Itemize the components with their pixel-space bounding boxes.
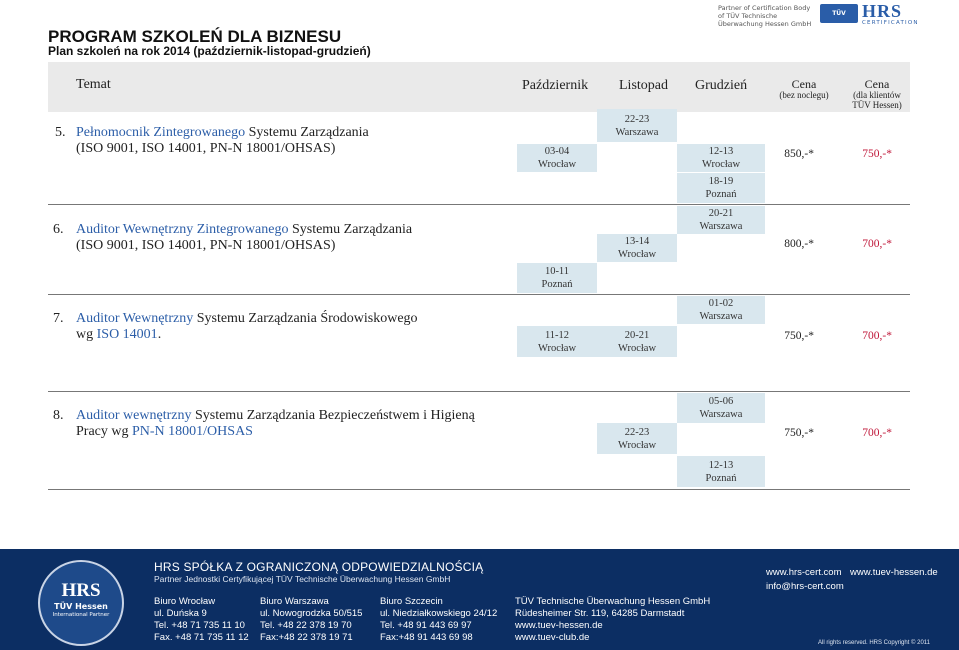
session-box	[677, 296, 765, 324]
office-line: Tel. +48 91 443 69 97	[380, 620, 472, 631]
office-line: Rüdesheimer Str. 119, 64285 Darmstadt	[515, 608, 685, 619]
session-date: 01-02	[708, 298, 734, 309]
header-price-tuv	[848, 79, 906, 110]
seal-main: HRS	[61, 580, 101, 601]
office-line: Tel. +48 22 378 19 70	[260, 620, 352, 631]
office-line: Biuro Warszawa	[260, 596, 329, 607]
office-line: ul. Duńska 9	[154, 608, 207, 619]
course-price: 750,-*	[784, 427, 814, 439]
hrs-logo-mark: HRS	[862, 1, 903, 21]
session-date: 20-21	[624, 329, 650, 341]
course-number: 5.	[55, 125, 66, 140]
header-price-tuv-note: (dla klientów TÜV Hessen)	[852, 90, 902, 110]
session-date: 11-12	[544, 329, 570, 341]
session-date: 13-14	[624, 236, 650, 247]
course-title-rest: Systemu Zarządzania Środowiskowego	[193, 311, 418, 326]
course-standards-prefix: wg	[76, 327, 97, 342]
copyright: All rights reserved. HRS Copyright © 2011	[818, 640, 931, 646]
session-city: Wrocław	[617, 342, 657, 354]
session-city: Wrocław	[537, 159, 577, 170]
office-line: Biuro Szczecin	[380, 596, 443, 607]
session-date: 20-21	[708, 208, 734, 219]
session-box	[677, 173, 765, 203]
session-date: 10-11	[544, 266, 570, 277]
course-standards-highlight: ISO 14001	[96, 327, 158, 342]
course-number: 6.	[53, 222, 64, 237]
session-city: Warszawa	[699, 221, 743, 232]
row-divider	[48, 489, 910, 490]
course-standards-highlight: PN-N 18001/OHSAS	[132, 424, 253, 439]
course-standards: (ISO 9001, ISO 14001, PN-N 18001/OHSAS)	[76, 238, 336, 253]
course-price: 850,-*	[784, 148, 814, 160]
course-title	[76, 125, 369, 157]
office-line: Fax:+48 22 378 19 71	[260, 632, 353, 643]
header-november: Listopad	[619, 78, 668, 93]
course-price-tuv: 750,-*	[862, 148, 892, 160]
office-line: ul. Niedziałkowskiego 24/12	[380, 608, 498, 619]
course-price-tuv: 700,-*	[862, 330, 892, 342]
course-number: 7.	[53, 311, 64, 326]
course-title	[76, 311, 418, 343]
course-standards: (ISO 9001, ISO 14001, PN-N 18001/OHSAS)	[76, 141, 336, 156]
row-divider	[48, 294, 910, 295]
course-title-highlight: Auditor Wewnętrzny Zintegrowanego	[76, 222, 289, 237]
session-city: Wrocław	[617, 439, 657, 451]
session-city: Warszawa	[699, 311, 743, 322]
tuv-club-link[interactable]: www.tuev-club.de	[515, 632, 590, 643]
session-box	[677, 206, 765, 234]
row-divider	[48, 391, 910, 392]
course-standards-prefix: Pracy wg	[76, 424, 132, 439]
session-city: Wrocław	[701, 159, 741, 170]
email-link[interactable]: info@hrs-cert.com	[766, 581, 844, 592]
course-title-rest: Systemu Zarządzania	[245, 125, 369, 140]
office-line: Biuro Wrocław	[154, 596, 216, 607]
header-december: Grudzień	[695, 78, 748, 93]
course-title-rest: Systemu Zarządzania	[288, 222, 413, 237]
session-box	[517, 144, 597, 172]
seal-sub: TÜV Hessen	[54, 602, 108, 611]
session-box	[597, 423, 677, 454]
course-title	[76, 408, 475, 440]
session-date: 03-04	[544, 146, 570, 157]
partner-line: Partner Jednostki Certyfikującej TÜV Technische Überwachung Hessen GmbH	[154, 574, 451, 584]
session-box	[677, 456, 765, 487]
session-date: 12-13	[708, 459, 734, 471]
page-title: PROGRAM SZKOLEŃ DLA BIZNESU	[48, 27, 342, 46]
course-price: 750,-*	[784, 330, 814, 342]
row-divider	[48, 204, 910, 205]
office-warszawa	[260, 596, 362, 644]
company-name: HRS SPÓŁKA Z OGRANICZONĄ ODPOWIEDZIALNOŚCIĄ	[154, 560, 484, 574]
session-box	[677, 144, 765, 172]
session-box	[597, 234, 677, 262]
hrs-tuv-seal-logo	[38, 560, 124, 646]
office-line: Tel. +48 71 735 11 10	[154, 620, 245, 631]
session-city: Wrocław	[617, 249, 657, 260]
session-date: 22-23	[624, 426, 650, 438]
office-wroclaw	[154, 596, 249, 644]
course-price-tuv: 700,-*	[862, 427, 892, 439]
course-title-highlight: Auditor wewnętrzny	[76, 408, 192, 423]
hrs-website-link[interactable]: www.hrs-cert.com	[766, 567, 842, 578]
course-price-tuv: 700,-*	[862, 238, 892, 250]
course-title	[76, 222, 412, 254]
tuv-hessen-link[interactable]: www.tuev-hessen.de	[515, 620, 603, 631]
office-tuv-hessen	[515, 596, 710, 644]
partner-text: Partner of Certification Body of TÜV Technische Überwachung Hessen GmbH	[718, 4, 812, 28]
tuv-website-link[interactable]: www.tuev-hessen.de	[850, 567, 938, 578]
header-price-label: Cena	[791, 77, 817, 91]
tuv-logo: TÜV	[820, 4, 858, 23]
header-price-note: (bez noclegu)	[779, 90, 829, 100]
office-szczecin	[380, 596, 497, 644]
session-date: 22-23	[624, 113, 650, 125]
session-city: Warszawa	[699, 409, 743, 420]
hrs-logo-sub: CERTIFICATION	[862, 20, 919, 26]
office-line: ul. Nowogrodzka 50/515	[260, 608, 363, 619]
session-box	[597, 326, 677, 357]
course-standards-suffix: .	[157, 327, 162, 342]
session-box	[677, 393, 765, 423]
course-title-highlight: Pełnomocnik Zintegrowanego	[76, 125, 246, 140]
session-city: Poznań	[705, 189, 737, 200]
course-price: 800,-*	[784, 238, 814, 250]
office-line: Fax. +48 71 735 11 12	[154, 632, 249, 643]
session-city: Warszawa	[615, 126, 659, 138]
office-line: TÜV Technische Überwachung Hessen GmbH	[515, 596, 711, 607]
session-city: Wrocław	[537, 342, 577, 354]
course-title-highlight: Auditor Wewnętrzny	[76, 311, 194, 326]
session-city: Poznań	[541, 279, 573, 290]
header-topic: Temat	[76, 77, 111, 92]
office-line: Fax:+48 91 443 69 98	[380, 632, 473, 643]
session-date: 12-13	[708, 146, 734, 157]
session-box	[517, 326, 597, 357]
session-date: 18-19	[708, 176, 734, 187]
session-box	[517, 263, 597, 293]
header-price-tuv-label: Cena	[864, 77, 890, 91]
session-date: 05-06	[708, 396, 734, 407]
session-box	[597, 109, 677, 142]
session-city: Poznań	[705, 472, 737, 484]
course-number: 8.	[53, 408, 64, 423]
seal-small: International Partner	[52, 612, 110, 618]
course-title-rest: Systemu Zarządzania Bezpieczeństwem i Higieną	[191, 408, 475, 423]
header-october: Październik	[522, 78, 589, 93]
page-subtitle: Plan szkoleń na rok 2014 (październik-listopad-grudzień)	[48, 44, 371, 58]
header-price	[776, 79, 832, 100]
hrs-logo	[862, 2, 920, 26]
